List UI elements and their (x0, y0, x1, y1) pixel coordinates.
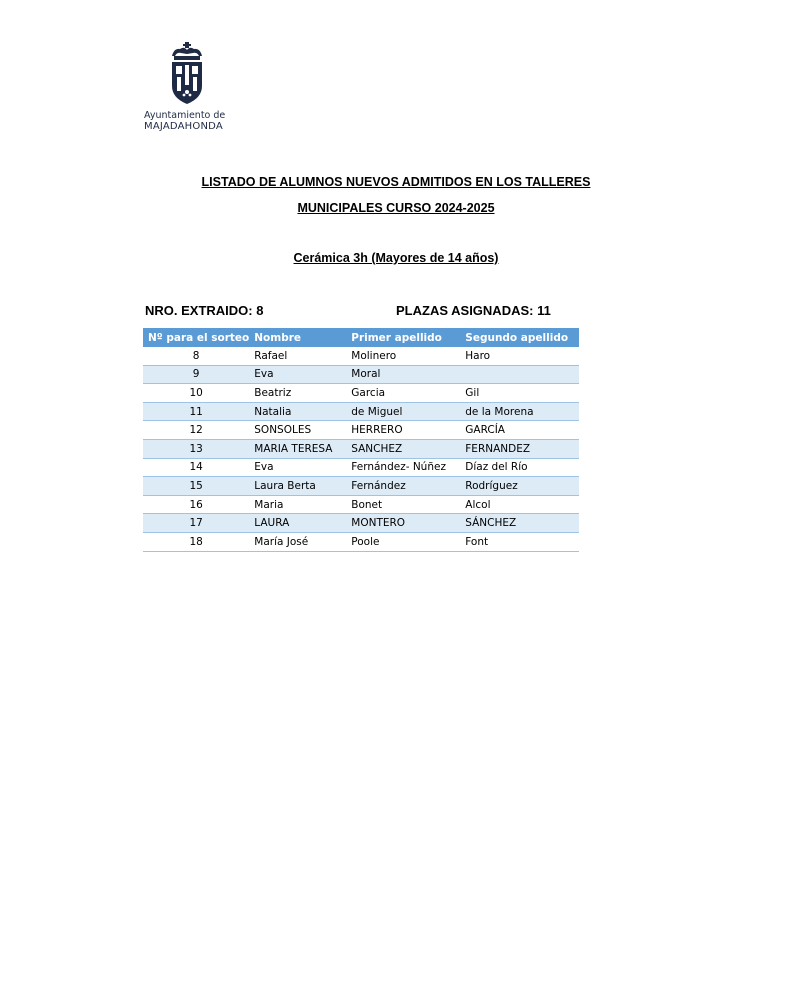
cell-number: 14 (143, 458, 249, 477)
cell-first-surname: Garcia (346, 384, 460, 403)
column-header-number: Nº para el sorteo (143, 328, 249, 347)
document-title-line-1: LISTADO DE ALUMNOS NUEVOS ADMITIDOS EN LOS TALLERES (201, 175, 591, 189)
table-row (143, 514, 579, 533)
cell-second-surname: Font (460, 532, 579, 551)
coat-of-arms-icon (166, 42, 208, 106)
cell-name: Eva (249, 458, 346, 477)
cell-first-surname: SANCHEZ (346, 439, 460, 458)
column-header-second-surname: Segundo apellido (460, 328, 579, 347)
cell-second-surname: Rodríguez (460, 477, 579, 496)
cell-number: 9 (143, 365, 249, 384)
cell-second-surname: Alcol (460, 495, 579, 514)
cell-name: SONSOLES (249, 421, 346, 440)
cell-second-surname: Gil (460, 384, 579, 403)
cell-number: 12 (143, 421, 249, 440)
table-row (143, 439, 579, 458)
municipal-logo (144, 42, 236, 132)
cell-name: LAURA (249, 514, 346, 533)
cell-first-surname: de Miguel (346, 402, 460, 421)
cell-number: 11 (143, 402, 249, 421)
cell-number: 15 (143, 477, 249, 496)
cell-number: 13 (143, 439, 249, 458)
table-row (143, 477, 579, 496)
cell-name: MARIA TERESA (249, 439, 346, 458)
cell-second-surname: Díaz del Río (460, 458, 579, 477)
cell-first-surname: Fernández- Núñez (346, 458, 460, 477)
document-title-line-2: MUNICIPALES CURSO 2024-2025 (297, 201, 495, 215)
logo-line-1: Ayuntamiento de (144, 110, 226, 121)
table-row (143, 402, 579, 421)
cell-first-surname: Poole (346, 532, 460, 551)
cell-number: 8 (143, 347, 249, 365)
cell-first-surname: Bonet (346, 495, 460, 514)
nro-extraido: NRO. EXTRAIDO: 8 (145, 303, 264, 318)
cell-number: 16 (143, 495, 249, 514)
column-header-first-surname: Primer apellido (346, 328, 460, 347)
cell-first-surname: HERRERO (346, 421, 460, 440)
table-row (143, 532, 579, 551)
cell-number: 17 (143, 514, 249, 533)
table-row (143, 495, 579, 514)
table-row (143, 365, 579, 384)
cell-first-surname: Molinero (346, 347, 460, 365)
table-row (143, 347, 579, 365)
cell-name: María José (249, 532, 346, 551)
logo-line-2: MAJADAHONDA (144, 121, 223, 132)
cell-name: Laura Berta (249, 477, 346, 496)
cell-second-surname: Haro (460, 347, 579, 365)
cell-name: Rafael (249, 347, 346, 365)
cell-name: Maria (249, 495, 346, 514)
cell-name: Eva (249, 365, 346, 384)
cell-first-surname: MONTERO (346, 514, 460, 533)
cell-first-surname: Fernández (346, 477, 460, 496)
cell-second-surname: GARCÍA (460, 421, 579, 440)
column-header-name: Nombre (249, 328, 346, 347)
table-header-row (143, 328, 579, 347)
cell-second-surname: de la Morena (460, 402, 579, 421)
plazas-asignadas: PLAZAS ASIGNADAS: 11 (396, 303, 551, 318)
cell-second-surname (460, 365, 579, 384)
cell-name: Natalia (249, 402, 346, 421)
table-row (143, 458, 579, 477)
students-table (143, 328, 579, 552)
cell-second-surname: SÁNCHEZ (460, 514, 579, 533)
cell-name: Beatriz (249, 384, 346, 403)
table-row (143, 421, 579, 440)
cell-second-surname: FERNANDEZ (460, 439, 579, 458)
table-row (143, 384, 579, 403)
logo-text (144, 110, 236, 132)
workshop-title: Cerámica 3h (Mayores de 14 años) (293, 251, 499, 265)
cell-first-surname: Moral (346, 365, 460, 384)
cell-number: 18 (143, 532, 249, 551)
cell-number: 10 (143, 384, 249, 403)
